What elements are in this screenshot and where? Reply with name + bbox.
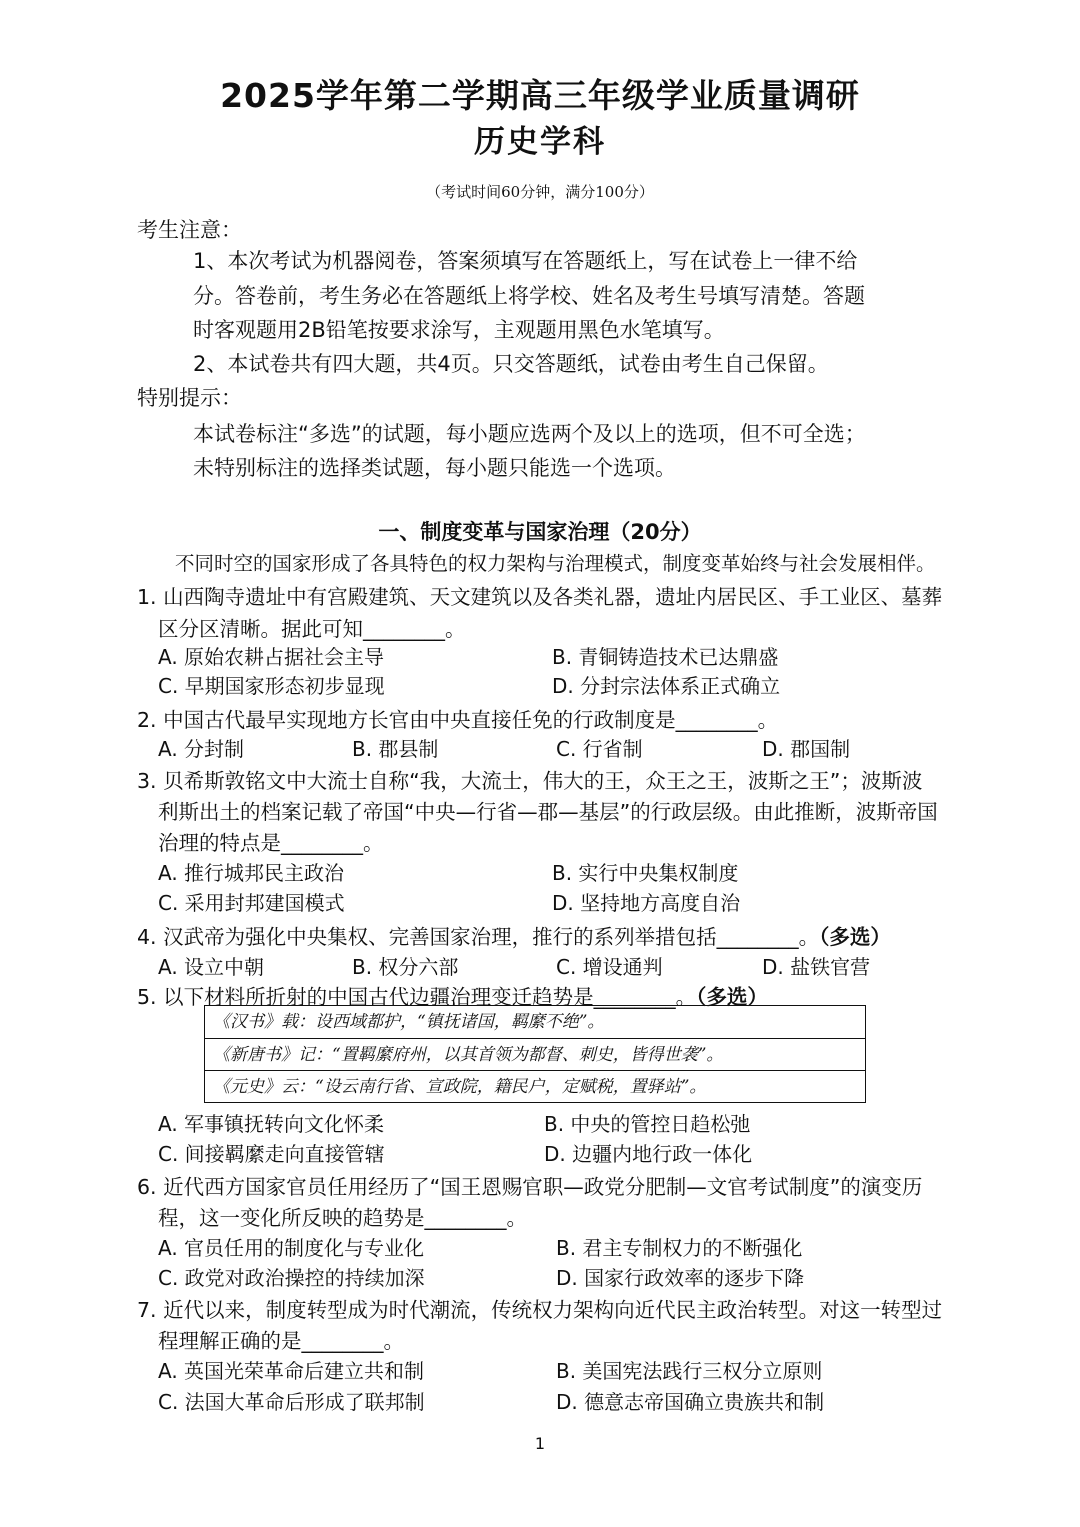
- question-7-option-c: C. 法国大革命后形成了联邦制: [158, 1390, 425, 1414]
- question-7-option-b: B. 美国宪法践行三权分立原则: [556, 1359, 823, 1383]
- question-1-option-a: A. 原始农耕占据社会主导: [158, 645, 385, 669]
- question-5-stem-text: 5. 以下材料所折射的中国古代边疆治理变迁趋势是________。: [137, 985, 697, 1009]
- question-1-stem: 1. 山西陶寺遗址中有宫殿建筑、天文建筑以及各类礼器，遗址内居民区、手工业区、墓葬: [137, 585, 943, 609]
- special-heading: 特别提示：: [137, 386, 242, 410]
- question-2-option-c: C. 行省制: [556, 737, 643, 761]
- question-7-option-d: D. 德意志帝国确立贵族共和制: [556, 1390, 825, 1414]
- question-2-option-a: A. 分封制: [158, 737, 245, 761]
- section-intro: 不同时空的国家形成了各具特色的权力架构与治理模式，制度变革始终与社会发展相伴。: [175, 552, 936, 575]
- section-title: 一、制度变革与国家治理（20分）: [378, 520, 702, 544]
- question-3-option-b: B. 实行中央集权制度: [552, 861, 739, 885]
- question-6-option-c: C. 政党对政治操控的持续加深: [158, 1266, 425, 1290]
- material-row: 《汉书》载：设西域都护，“镇抚诸国，羁縻不绝”。: [213, 1012, 605, 1032]
- subject-title: 历史学科: [474, 124, 606, 160]
- question-6-stem: 6. 近代西方国家官员任用经历了“国王恩赐官职—政党分肥制—文官考试制度”的演变历: [137, 1175, 923, 1199]
- question-1-stem: 区分区清晰。据此可知________。: [158, 617, 466, 641]
- question-3-option-d: D. 坚持地方高度自治: [552, 891, 741, 915]
- question-3-stem: 3. 贝希斯敦铭文中大流士自称“我，大流士，伟大的王，众王之王，波斯之王”；波斯波: [137, 769, 923, 793]
- question-5-option-c: C. 间接羁縻走向直接管辖: [158, 1142, 385, 1166]
- notice-line: 时客观题用2B铅笔按要求涂写，主观题用黑色水笔填写。: [193, 318, 725, 342]
- question-1-option-d: D. 分封宗法体系正式确立: [552, 674, 781, 698]
- exam-info: （考试时间60分钟，满分100分）: [426, 183, 654, 201]
- material-row: 《元史》云：“设云南行省、宣政院，籍民户，定赋税，置驿站”。: [205, 1070, 865, 1102]
- question-3-stem: 利斯出土的档案记载了帝国“中央—行省—郡—基层”的行政层级。由此推断，波斯帝国: [158, 800, 938, 824]
- material-table: [204, 1005, 866, 1103]
- notice-line: 1、本次考试为机器阅卷，答案须填写在答题纸上，写在试卷上一律不给: [193, 249, 858, 273]
- question-4-option-d: D. 盐铁官营: [762, 955, 871, 979]
- question-4-stem: [137, 920, 891, 950]
- question-6-option-d: D. 国家行政效率的逐步下降: [556, 1266, 805, 1290]
- question-5-option-d: D. 边疆内地行政一体化: [544, 1142, 753, 1166]
- page-number: 1: [534, 1434, 546, 1453]
- question-7-option-a: A. 英国光荣革命后建立共和制: [158, 1359, 425, 1383]
- question-1-option-c: C. 早期国家形态初步显现: [158, 674, 385, 698]
- question-3-option-a: A. 推行城邦民主政治: [158, 861, 345, 885]
- question-3-option-c: C. 采用封邦建国模式: [158, 891, 345, 915]
- question-4-option-c: C. 增设通判: [556, 955, 663, 979]
- question-7-stem: 程理解正确的是________。: [158, 1329, 404, 1353]
- multi-select-tag: （多选）: [696, 985, 768, 1009]
- question-2-option-b: B. 郡县制: [352, 737, 439, 761]
- question-5-option-b: B. 中央的管控日趋松弛: [544, 1112, 751, 1136]
- material-row: 《新唐书》记：“置羁縻府州，以其首领为都督、刺史，皆得世袭”。: [205, 1038, 865, 1070]
- question-6-option-a: A. 官员任用的制度化与专业化: [158, 1236, 425, 1260]
- question-4-option-a: A. 设立中朝: [158, 955, 265, 979]
- notice-line: 2、本试卷共有四大题，共4页。只交答题纸，试卷由考生自己保留。: [193, 352, 829, 376]
- question-1-option-b: B. 青铜铸造技术已达鼎盛: [552, 645, 779, 669]
- multi-select-tag: （多选）: [819, 925, 891, 949]
- exam-title: 2025学年第二学期高三年级学业质量调研: [220, 76, 860, 115]
- special-line: 本试卷标注“多选”的试题，每小题应选两个及以上的选项，但不可全选；: [193, 422, 866, 446]
- question-4-stem-text: 4. 汉武帝为强化中央集权、完善国家治理，推行的系列举措包括________。: [137, 925, 820, 949]
- question-7-stem: 7. 近代以来，制度转型成为时代潮流，传统权力架构向近代民主政治转型。对这一转型过: [137, 1298, 943, 1322]
- question-2-stem: 2. 中国古代最早实现地方长官由中央直接任免的行政制度是________。: [137, 708, 779, 732]
- question-5-option-a: A. 军事镇抚转向文化怀柔: [158, 1112, 385, 1136]
- question-6-stem: 程，这一变化所反映的趋势是________。: [158, 1206, 527, 1230]
- question-3-stem: 治理的特点是________。: [158, 831, 384, 855]
- question-2-option-d: D. 郡国制: [762, 737, 851, 761]
- special-line: 未特别标注的选择类试题，每小题只能选一个选项。: [193, 456, 676, 480]
- notice-heading: 考生注意：: [137, 218, 242, 242]
- question-4-option-b: B. 权分六部: [352, 955, 459, 979]
- question-6-option-b: B. 君主专制权力的不断强化: [556, 1236, 803, 1260]
- notice-line: 分。答卷前，考生务必在答题纸上将学校、姓名及考生号填写清楚。答题: [193, 284, 865, 308]
